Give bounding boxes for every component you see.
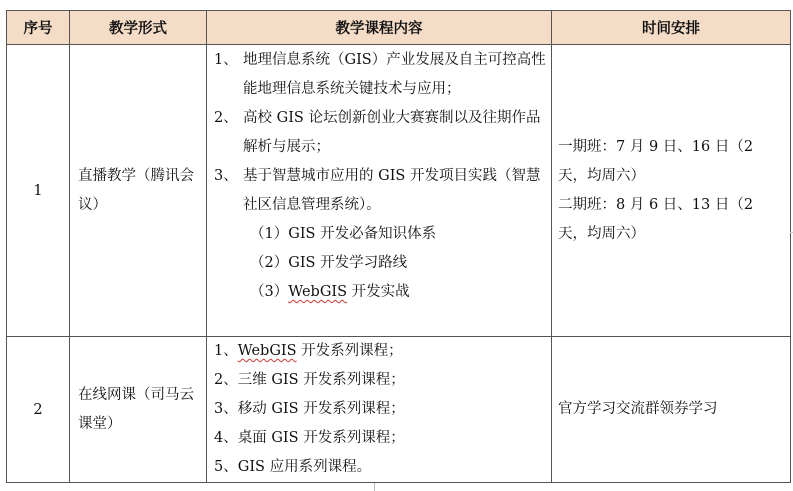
schedule-line: 二期班：8 月 6 日、13 日（2 天，均周六） (558, 196, 754, 242)
teaching-form: 在线网课（司马云课堂） (70, 337, 207, 483)
content-item (207, 453, 551, 482)
sub-item (207, 249, 551, 278)
course-content (207, 45, 552, 337)
item-number: 4、 (214, 430, 238, 446)
schedule (552, 45, 791, 337)
header-no: 序号 (7, 11, 70, 45)
row-number: 1 (7, 45, 70, 337)
spellcheck-word: WebGIS (288, 284, 348, 300)
sub-item-text: 开发实战 (347, 284, 410, 300)
content-item (207, 162, 551, 220)
table-row (7, 45, 791, 337)
spellcheck-word: WebGIS (237, 343, 297, 359)
sub-item (207, 278, 551, 307)
sub-item-number: （3） (250, 284, 289, 300)
row-number: 2 (7, 337, 70, 483)
item-number: 5、 (214, 459, 238, 475)
header-content: 教学课程内容 (207, 11, 552, 45)
content-item (207, 46, 551, 104)
content-item (207, 337, 551, 366)
schedule: 官方学习交流群领券学习 (552, 337, 791, 483)
table-row (7, 337, 791, 483)
item-text: 高校 GIS 论坛创新创业大赛赛制以及往期作品解析与展示； (243, 110, 541, 155)
item-text: 三维 GIS 开发系列课程； (237, 372, 405, 388)
item-number: 1、 (214, 52, 238, 68)
page-divider (374, 483, 375, 491)
sub-item-number: （2） (250, 255, 289, 271)
item-text: 开发系列课程； (296, 343, 403, 359)
item-number: 3、 (214, 168, 238, 184)
content-item (207, 104, 551, 162)
course-content (207, 337, 552, 483)
header-form: 教学形式 (70, 11, 207, 45)
item-text: GIS 应用系列课程。 (237, 459, 372, 475)
header-time: 时间安排 (552, 11, 791, 45)
course-table (6, 10, 791, 483)
item-number: 2、 (214, 372, 238, 388)
item-number: 2、 (214, 110, 238, 126)
header-row (7, 11, 791, 45)
item-text: 桌面 GIS 开发系列课程； (237, 430, 405, 446)
item-text: 移动 GIS 开发系列课程； (237, 401, 405, 417)
content-item (207, 424, 551, 453)
teaching-form: 直播教学（腾讯会议） (70, 45, 207, 337)
item-number: 1、 (214, 343, 238, 359)
item-text: 基于智慧城市应用的 GIS 开发项目实践（智慧社区信息管理系统）。 (243, 168, 541, 213)
schedule-line: 一期班：7 月 9 日、16 日（2 天，均周六） (558, 138, 754, 184)
sub-item-text: GIS 开发必备知识体系 (288, 226, 437, 242)
sub-item (207, 220, 551, 249)
content-item (207, 395, 551, 424)
sub-item-text: GIS 开发学习路线 (288, 255, 408, 271)
item-text: 地理信息系统（GIS）产业发展及自主可控高性能地理信息系统关键技术与应用； (243, 52, 546, 97)
sub-item-number: （1） (250, 226, 289, 242)
content-item (207, 366, 551, 395)
item-number: 3、 (214, 401, 238, 417)
